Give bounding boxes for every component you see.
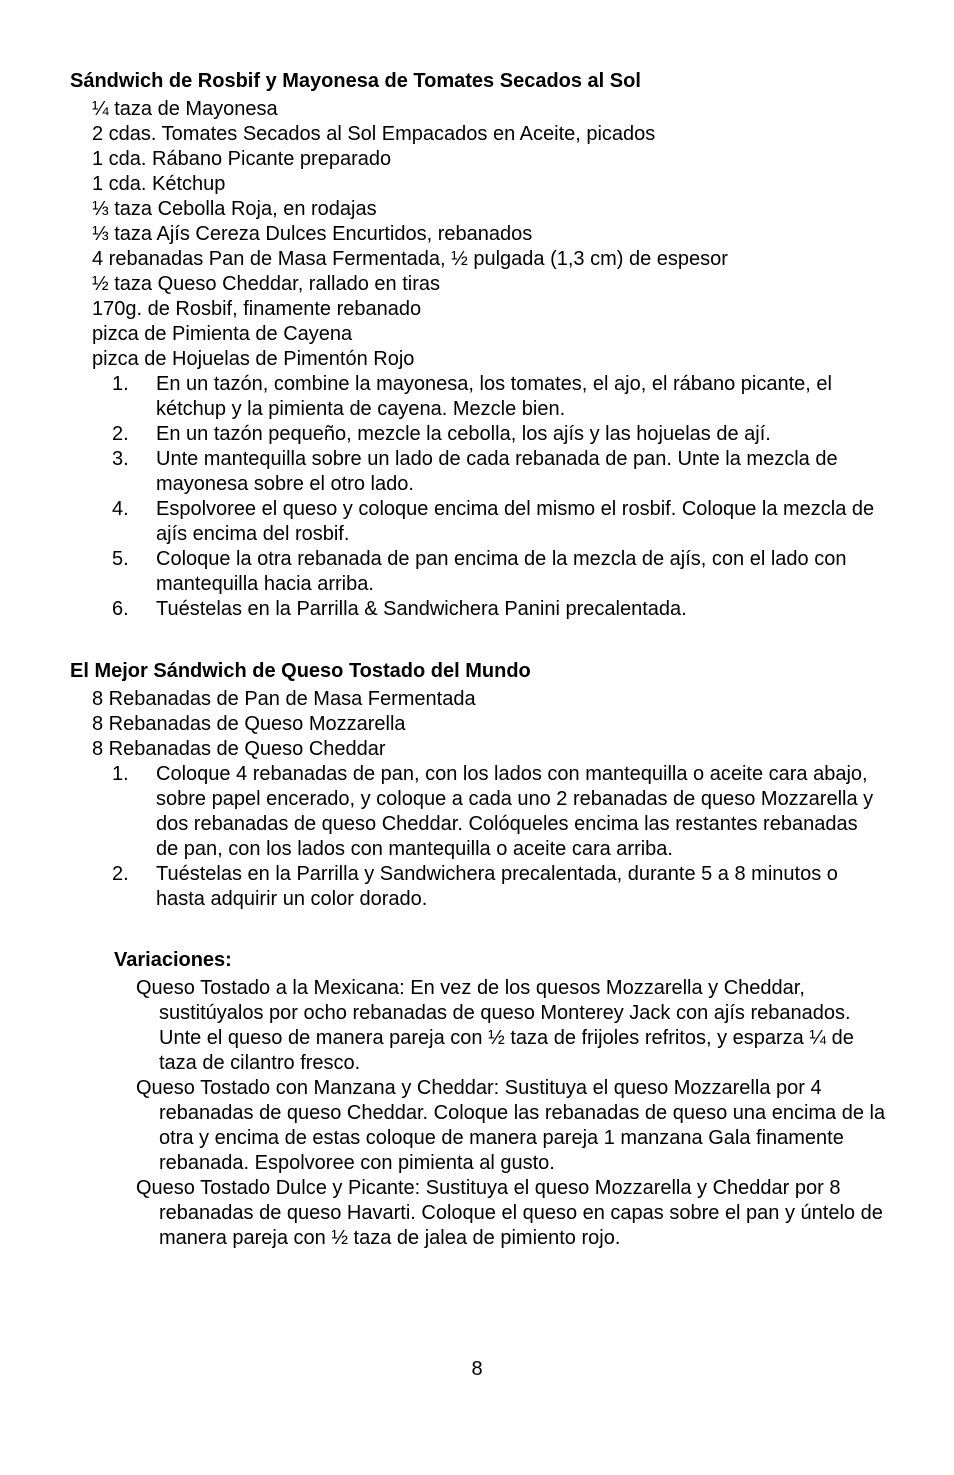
page-number: 8 [471,1358,483,1380]
step-number: 1. [112,763,129,785]
step-text: Coloque la otra rebanada de pan encima de la mezcla de ajís, con el lado con mantequilla hacia arriba. [156,548,847,595]
step-text: Tuéstelas en la Parrilla y Sandwichera precalentada, durante 5 a 8 minutos o hasta adquirir un color dorado. [156,863,838,910]
recipe-2-ingredients [92,687,476,762]
step-number: 3. [112,448,129,470]
step-number: 4. [112,498,129,520]
step-item [0,422,880,447]
step-number: 5. [112,548,129,570]
step-text: Unte mantequilla sobre un lado de cada rebanada de pan. Unte la mezcla de mayonesa sobre el otro lado. [156,448,838,495]
step-text: Tuéstelas en la Parrilla & Sandwichera Panini precalentada. [156,598,687,620]
step-item [0,762,885,862]
step-number: 2. [112,863,129,885]
ingredient-item: 4 rebanadas Pan de Masa Fermentada, ½ pulgada (1,3 cm) de espesor [92,248,728,270]
recipe-1-steps [0,372,880,622]
step-item [0,862,885,912]
variations-heading: Variaciones: [114,949,232,971]
variation-item: Queso Tostado a la Mexicana: En vez de los quesos Mozzarella y Cheddar, sustitúyalos por ocho rebanadas de queso Monterey Jack con ajís rebanados. Unte el queso de manera pareja con ½ taza de frijoles refritos, y esparza ¼ de taza de cilantro fresco. [136,977,854,1074]
step-item [0,447,880,497]
ingredient-item: 8 Rebanadas de Queso Cheddar [92,738,386,760]
variation-item: Queso Tostado con Manzana y Cheddar: Sustituya el queso Mozzarella por 4 rebanadas de queso Cheddar. Coloque las rebanadas de queso una encima de la otra y encima de estas coloque de manera pareja 1 manzana Gala finamente rebanada. Espolvoree con pimienta al gusto. [136,1077,886,1174]
step-number: 6. [112,598,129,620]
ingredient-item: ⅓ taza Ajís Cereza Dulces Encurtidos, rebanados [92,223,533,245]
ingredient-item: ½ taza Queso Cheddar, rallado en tiras [92,273,440,295]
step-item [0,372,880,422]
step-text: En un tazón, combine la mayonesa, los tomates, el ajo, el rábano picante, el kétchup y la pimienta de cayena. Mezcle bien. [156,373,832,420]
variations-list [0,976,895,1251]
step-number: 1. [112,373,129,395]
ingredient-item: pizca de Pimienta de Cayena [92,323,353,345]
step-text: Espolvoree el queso y coloque encima del mismo el rosbif. Coloque la mezcla de ajís encima del rosbif. [156,498,875,545]
ingredient-item: 1 cda. Rábano Picante preparado [92,148,392,170]
step-number: 2. [112,423,129,445]
recipe-1-title: Sándwich de Rosbif y Mayonesa de Tomates Secados al Sol [70,70,641,92]
recipe-1-ingredients [92,97,728,372]
recipe-2-title: El Mejor Sándwich de Queso Tostado del Mundo [70,660,531,682]
recipe-2-steps [0,762,885,912]
ingredient-item: 8 Rebanadas de Queso Mozzarella [92,713,406,735]
ingredient-item: 2 cdas. Tomates Secados al Sol Empacados en Aceite, picados [92,123,656,145]
ingredient-item: ⅓ taza Cebolla Roja, en rodajas [92,198,377,220]
variation-item: Queso Tostado Dulce y Picante: Sustituya el queso Mozzarella y Cheddar por 8 rebanadas de queso Havarti. Coloque el queso en capas sobre el pan y úntelo de manera pareja con ½ taza de jalea de pimiento rojo. [136,1177,883,1249]
ingredient-item: 1 cda. Kétchup [92,173,226,195]
step-item [0,547,880,597]
ingredient-item: ¼ taza de Mayonesa [92,98,278,120]
step-item [0,597,880,622]
ingredient-item: pizca de Hojuelas de Pimentón Rojo [92,348,415,370]
step-text: En un tazón pequeño, mezcle la cebolla, los ajís y las hojuelas de ají. [156,423,771,445]
step-item [0,497,880,547]
ingredient-item: 8 Rebanadas de Pan de Masa Fermentada [92,688,476,710]
ingredient-item: 170g. de Rosbif, finamente rebanado [92,298,422,320]
step-text: Coloque 4 rebanadas de pan, con los lados con mantequilla o aceite cara abajo, sobre papel encerado, y coloque a cada uno 2 rebanadas de queso Mozzarella y dos rebanadas de queso Cheddar. Colóqueles encima las restantes rebanadas de pan, con los lados con mantequilla o aceite cara arriba. [156,763,874,860]
